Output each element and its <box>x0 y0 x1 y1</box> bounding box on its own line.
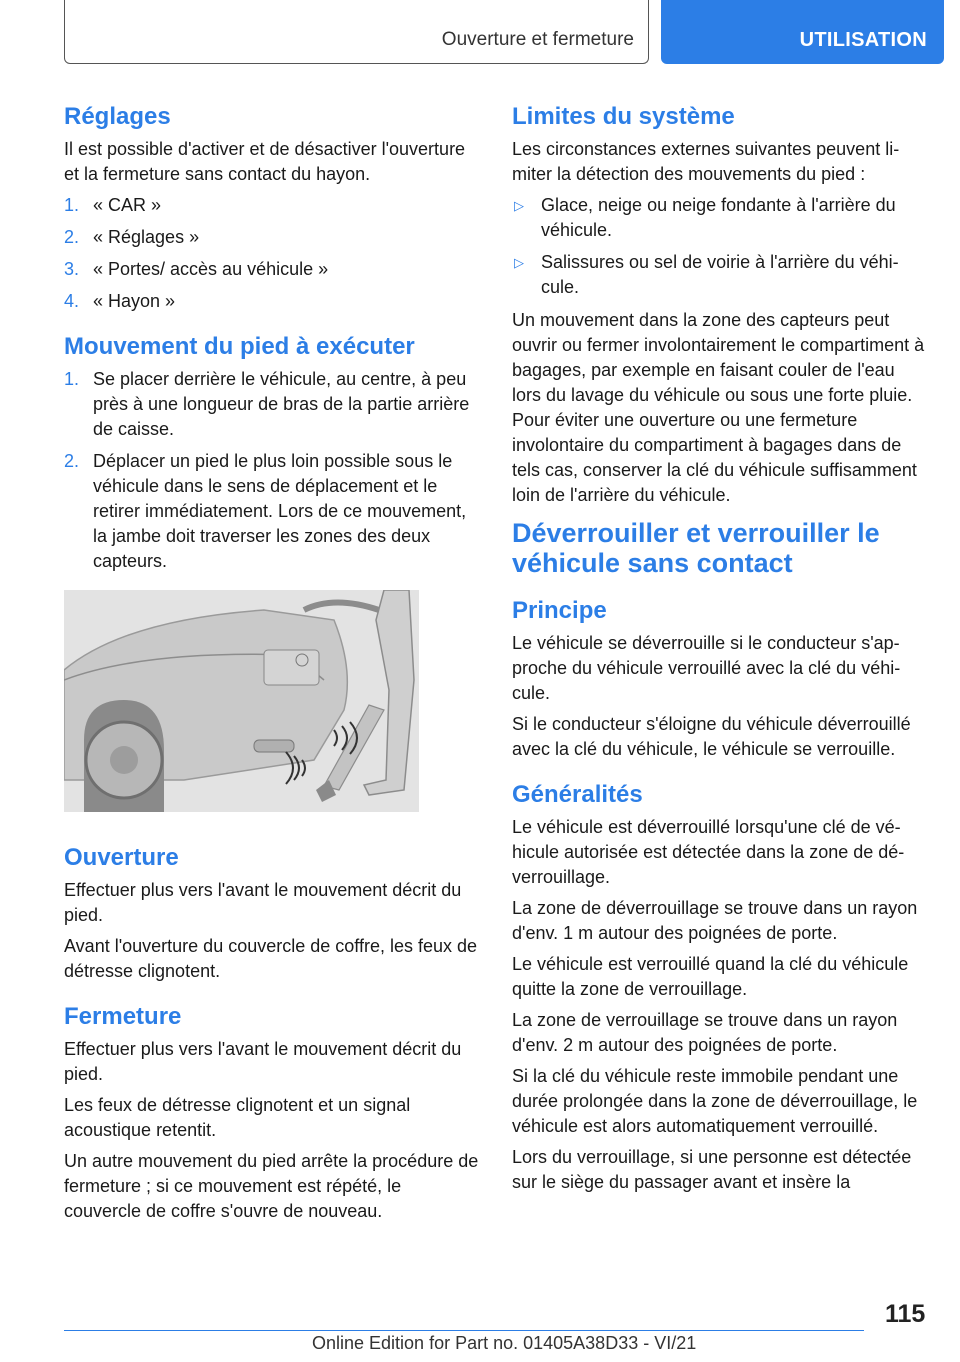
generalites-text: Lors du verrouillage, si une personne est détectée sur le siège du passager avant et insère la <box>512 1147 912 1192</box>
fermeture-text-1: Effectuer plus vers l'avant le mouvement décrit du pied. <box>64 1039 462 1084</box>
step-number: 4. <box>64 291 80 311</box>
reglages-step <box>64 225 479 250</box>
reglages-step <box>64 289 479 314</box>
generalites-text: Le véhicule est verrouillé quand la clé du véhicule quitte la zone de verrouillage. <box>512 954 909 999</box>
step-text: « Portes/ accès au véhicule » <box>93 259 329 279</box>
list-item <box>512 250 927 300</box>
mouvement-step <box>64 367 479 442</box>
step-number: 2. <box>64 227 80 247</box>
header-section-box <box>64 0 649 64</box>
limites-text-2: Un mouvement dans la zone des capteurs peut ouvrir ou fermer involontairement le compartiment à bagages, par exemple en faisant couler de l'eau lors du lavage du véhicule ou sous une forte pluie. Pour éviter une ouverture ou une fermeture involontaire du compartiment à bagages dans de tels cas, conserver la clé du véhicule suffisamment loin de l'arrière du véhicule. <box>512 310 925 505</box>
step-number: 1. <box>64 369 80 389</box>
mouvement-step <box>64 449 479 574</box>
left-column <box>64 102 479 1230</box>
step-number: 1. <box>64 195 80 215</box>
generalites-heading: Généralités <box>512 781 643 808</box>
list-item <box>512 193 927 243</box>
list-item-text: Salissures ou sel de voirie à l'arrière du véhicule. <box>541 252 899 297</box>
step-text: Se placer derrière le véhicule, au centre, à peu près à une longueur de bras de la partie arrière de caisse. <box>93 369 470 439</box>
step-text: « CAR » <box>93 195 162 215</box>
step-text: « Hayon » <box>93 291 176 311</box>
header-chapter-title: UTILISATION <box>799 29 927 51</box>
list-item-text: Glace, neige ou neige fondante à l'arrière du véhicule. <box>541 195 896 240</box>
fermeture-heading: Fermeture <box>64 1003 182 1030</box>
header-chapter-tab <box>661 0 944 64</box>
reglages-text: Il est possible d'activer et de désactiver l'ouverture et la fermeture sans contact du hayon. <box>64 139 466 184</box>
reglages-step <box>64 257 479 282</box>
reglages-heading: Réglages <box>64 103 171 130</box>
limites-heading: Limites du système <box>512 103 735 130</box>
ouverture-text-1: Effectuer plus vers l'avant le mouvement décrit du pied. <box>64 880 462 925</box>
ouverture-heading: Ouverture <box>64 844 179 871</box>
reglages-step <box>64 193 479 218</box>
main-heading: Déverrouiller et verrouiller le véhicule sans contact <box>512 518 880 578</box>
step-number: 3. <box>64 259 80 279</box>
step-text: « Réglages » <box>93 227 200 247</box>
fermeture-text-3: Un autre mouvement du pied arrête la procédure de fermeture ; si ce mouvement est répété, le couvercle de coffre s'ouvre de nouveau. <box>64 1151 479 1221</box>
reglages-steps <box>64 193 479 314</box>
page-number: 115 <box>885 1300 926 1328</box>
step-number: 2. <box>64 451 80 471</box>
ouverture-text-2: Avant l'ouverture du couvercle de coffre, les feux de détresse clignotent. <box>64 936 478 981</box>
generalites-text: Si la clé du véhicule reste immobile pendant une durée prolongée dans la zone de déverrouillage, le véhicule est alors automatiquement verrouillé. <box>512 1066 918 1136</box>
principe-heading: Principe <box>512 597 607 624</box>
mouvement-steps <box>64 367 479 574</box>
foot-gesture-illustration <box>64 590 419 812</box>
principe-text-1: Le véhicule se déverrouille si le conducteur s'approche du véhicule verrouillé avec la clé du véhicule. <box>512 633 901 703</box>
footer-divider <box>64 1330 864 1331</box>
header-section-title: Ouverture et fermeture <box>441 29 634 50</box>
step-text: Déplacer un pied le plus loin possible sous le véhicule dans le sens de déplacement et le retirer immédiatement. Lors de ce mouvement, la jambe doit traverser les zones des deux capteurs. <box>93 451 467 571</box>
edition-note: Online Edition for Part no. 01405A38D33 - VI/21 <box>312 1333 697 1353</box>
generalites-text: La zone de verrouillage se trouve dans un rayon d'env. 2 m autour des poignées de porte. <box>512 1010 898 1055</box>
limites-list <box>512 193 927 300</box>
generalites-text: Le véhicule est déverrouillé lorsqu'une clé de véhicule autorisée est détectée dans la zone de déverrouillage. <box>512 817 905 887</box>
right-column <box>512 102 927 1201</box>
mouvement-heading: Mouvement du pied à exécuter <box>64 333 415 360</box>
generalites-text: La zone de déverrouillage se trouve dans un rayon d'env. 1 m autour des poignées de porte. <box>512 898 918 943</box>
fermeture-text-2: Les feux de détresse clignotent et un signal acoustique retentit. <box>64 1095 411 1140</box>
principe-text-2: Si le conducteur s'éloigne du véhicule déverrouillé avec la clé du véhicule, le véhicule se verrouille. <box>512 714 911 759</box>
bullet-triangle-icon: ▷ <box>514 255 524 270</box>
bullet-triangle-icon: ▷ <box>514 198 524 213</box>
limites-text: Les circonstances externes suivantes peuvent limiter la détection des mouvements du pied : <box>512 139 900 184</box>
